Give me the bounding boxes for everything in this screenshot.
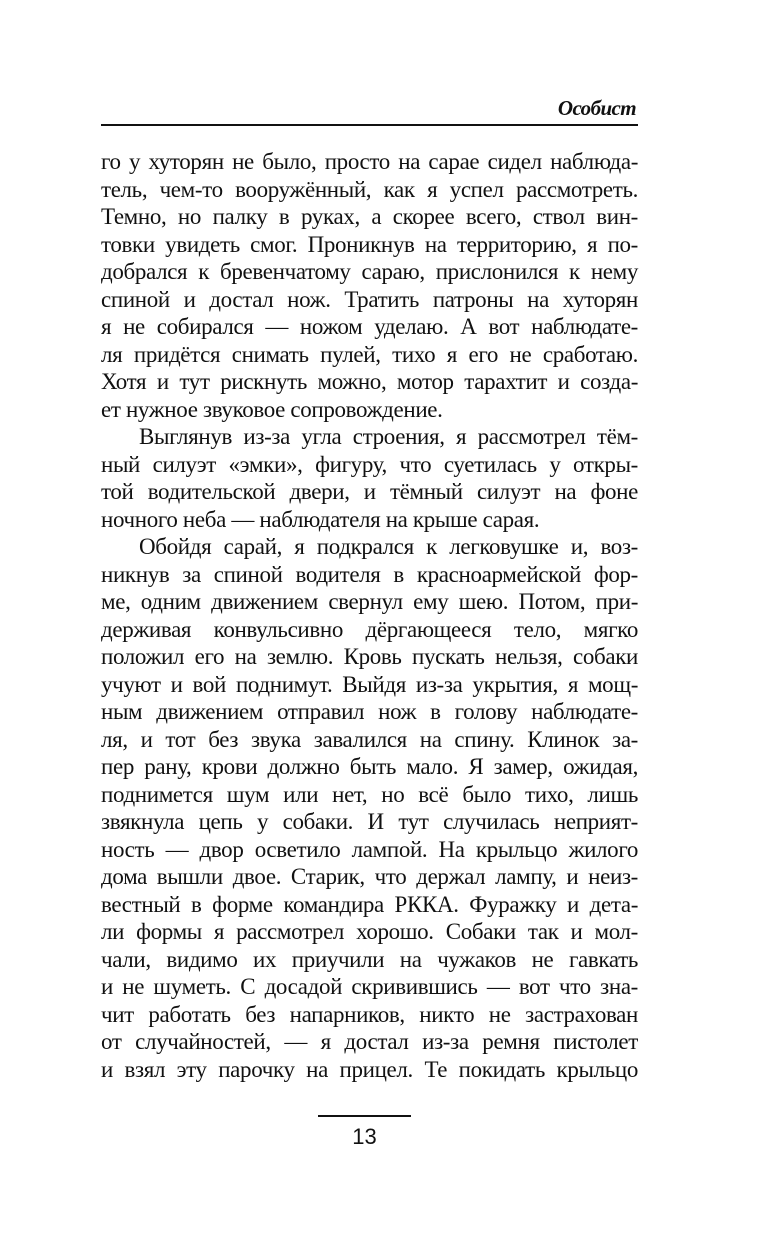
text-line: ный силуэт «эмки», фигуру, что суетилась у откры- xyxy=(101,451,638,477)
text-line: учуют и вой поднимут. Выйдя из-за укрытия, я мощ- xyxy=(101,671,638,697)
header-rule xyxy=(101,124,638,126)
text-line: держивая конвульсивно дёргающееся тело, мягко xyxy=(101,616,638,642)
body-text xyxy=(101,148,638,1083)
text-line: той водительской двери, и тёмный силуэт на фоне xyxy=(101,479,638,504)
footer-rule xyxy=(318,1115,411,1117)
text-line: и взял эту парочку на прицел. Те покидать крыльцо xyxy=(101,1056,638,1082)
text-line: и не шуметь. С досадой скривившись — вот что зна- xyxy=(101,974,638,999)
text-line: ля, и тот без звука завалился на спину. Клинок за- xyxy=(101,726,638,752)
text-line: Обойдя сарай, я подкрался к легковушке и, воз- xyxy=(139,534,638,559)
text-line: вестный в форме командира РККА. Фуражку и дета- xyxy=(101,891,638,917)
text-line: чит работать без напарников, никто не застрахован xyxy=(101,1001,638,1027)
text-line: никнув за спиной водителя в красноармейской фор- xyxy=(101,561,638,587)
text-line: пер рану, крови должно быть мало. Я замер, ожидая, xyxy=(101,754,638,779)
running-head: Особист xyxy=(557,96,636,120)
text-line: ме, одним движением свернул ему шею. Потом, при- xyxy=(101,589,638,614)
text-line: звякнула цепь у собаки. И тут случилась неприят- xyxy=(101,809,638,834)
text-line: добрался к бревенчатому сараю, прислонился к нему xyxy=(101,259,638,284)
text-line: Хотя и тут рискнуть можно, мотор тарахтит и созда- xyxy=(101,369,638,394)
text-line: ли формы я рассмотрел хорошо. Собаки так и мол- xyxy=(101,919,638,944)
text-line: го у хуторян не было, просто на сарае сидел наблюда- xyxy=(101,149,638,174)
text-line: ет нужное звуковое сопровождение. xyxy=(101,396,443,422)
text-line: спиной и достал нож. Тратить патроны на хуторян xyxy=(101,286,638,312)
text-line: ля придётся снимать пулей, тихо я его не сработаю. xyxy=(101,341,638,367)
text-line: ночного неба — наблюдателя на крыше сарая. xyxy=(101,506,540,532)
text-line: товки увидеть смог. Проникнув на территорию, я по- xyxy=(101,231,638,257)
text-line: Выглянув из-за угла строения, я рассмотрел тём- xyxy=(139,424,638,449)
text-line: дома вышли двое. Старик, что держал лампу, и неиз- xyxy=(101,864,638,889)
page-number: 13 xyxy=(352,1124,377,1149)
text-line: я не собирался — ножом уделаю. А вот наблюдате- xyxy=(101,314,638,339)
text-line: поднимется шум или нет, но всё было тихо, лишь xyxy=(101,781,638,807)
text-line: Темно, но палку в руках, а скорее всего, ствол вин- xyxy=(101,204,638,229)
text-line: ность — двор осветило лампой. На крыльцо жилого xyxy=(101,836,638,862)
text-line: тель, чем-то вооружённый, как я успел рассмотреть. xyxy=(101,176,638,202)
text-line: от случайностей, — я достал из-за ремня пистолет xyxy=(101,1029,638,1054)
text-line: чали, видимо их приучили на чужаков не гавкать xyxy=(101,946,638,972)
text-line: ным движением отправил нож в голову наблюдате- xyxy=(101,699,638,724)
text-line: положил его на землю. Кровь пускать нельзя, собаки xyxy=(101,644,638,669)
